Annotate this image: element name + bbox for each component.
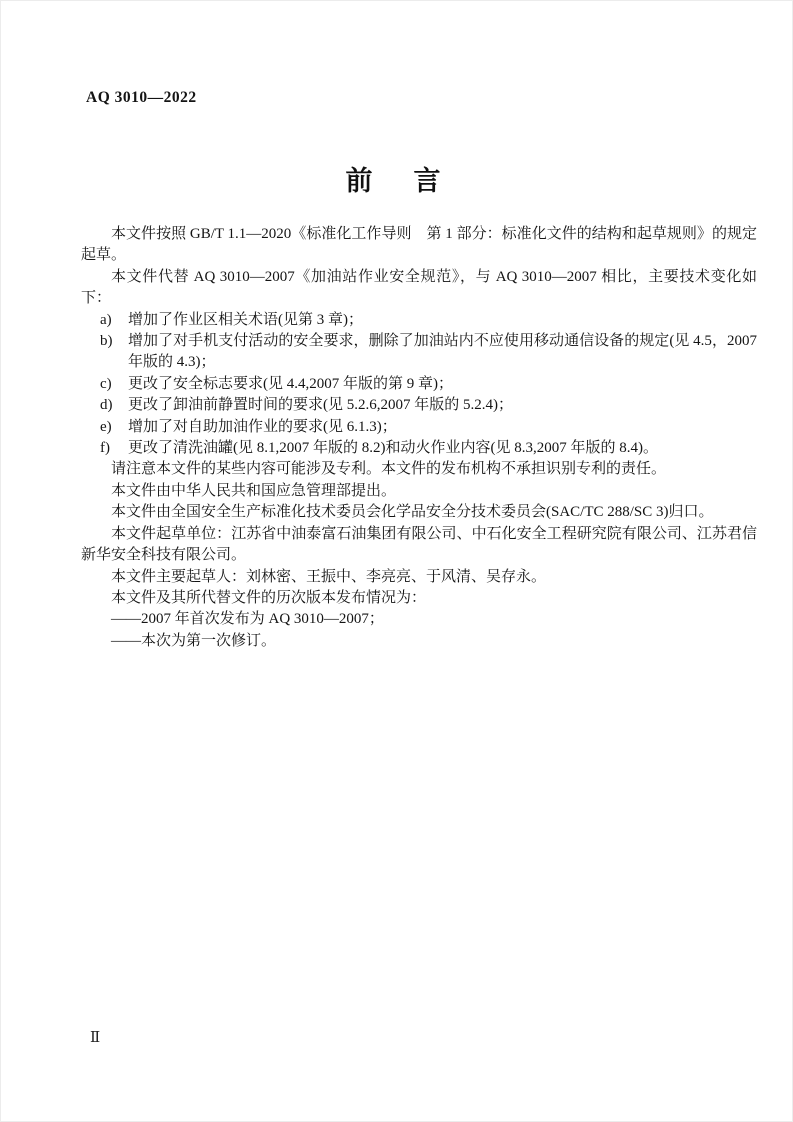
paragraph-proposed-by: 本文件由中华人民共和国应急管理部提出。	[111, 482, 397, 499]
version-history-item: ——本次为第一次修订。	[111, 632, 277, 649]
page-title: 前 言	[345, 166, 448, 196]
list-item-text: 更改了安全标志要求(见 4.4,2007 年版的第 9 章)；	[128, 375, 453, 392]
paragraph-drafting-organizations: 本文件起草单位：江苏省中油泰富石油集团有限公司、中石化安全工程研究院有限公司、江苏君信新华安全科技有限公司。	[81, 525, 757, 564]
paragraph-drafting-rules: 本文件按照 GB/T 1.1—2020《标准化工作导则 第 1 部分：标准化文件的结构和起草规则》的规定起草。	[81, 226, 757, 264]
page-number: Ⅱ	[90, 1030, 101, 1046]
list-item-label: f)	[100, 440, 110, 457]
list-item	[81, 331, 757, 374]
list-item-label: c)	[100, 375, 112, 392]
paragraph-drafters: 本文件主要起草人：刘林密、王振中、李亮亮、于风清、吴存永。	[111, 568, 547, 585]
list-item-label: a)	[100, 311, 112, 328]
list-item-label: b)	[100, 333, 113, 350]
paragraph-centralized-by: 本文件由全国安全生产标准化技术委员会化学品安全分技术委员会(SAC/TC 288/SC 3)归口。	[111, 504, 714, 521]
list-item	[81, 417, 757, 438]
standard-code: AQ 3010—2022	[86, 89, 197, 106]
list-item-text: 增加了对手机支付活动的安全要求，删除了加油站内不应使用移动通信设备的规定(见 4.5，2007 年版的 4.3)；	[128, 333, 757, 371]
paragraph-version-history-intro: 本文件及其所代替文件的历次版本发布情况为：	[111, 589, 427, 606]
list-item-text: 更改了清洗油罐(见 8.1,2007 年版的 8.2)和动火作业内容(见 8.3,2007 年版的 8.4)。	[128, 440, 658, 457]
paragraph-patent-notice: 请注意本文件的某些内容可能涉及专利。本文件的发布机构不承担识别专利的责任。	[111, 461, 667, 478]
list-item-text: 增加了作业区相关术语(见第 3 章)；	[128, 311, 363, 328]
list-item	[81, 395, 757, 416]
list-item	[81, 310, 757, 331]
list-item-text: 更改了卸油前静置时间的要求(见 5.2.6,2007 年版的 5.2.4)；	[128, 397, 513, 414]
list-item	[81, 438, 757, 459]
list-item-label: e)	[100, 418, 112, 435]
technical-changes-list	[81, 310, 757, 460]
version-history-item: ——2007 年首次发布为 AQ 3010—2007；	[111, 611, 384, 628]
list-item-label: d)	[100, 397, 113, 414]
list-item-text: 增加了对自助加油作业的要求(见 6.1.3)；	[128, 418, 397, 435]
paragraph-replaces: 本文件代替 AQ 3010—2007《加油站作业安全规范》，与 AQ 3010—2007 相比，主要技术变化如下：	[81, 268, 757, 307]
foreword-body	[81, 224, 757, 652]
list-item	[81, 374, 757, 395]
